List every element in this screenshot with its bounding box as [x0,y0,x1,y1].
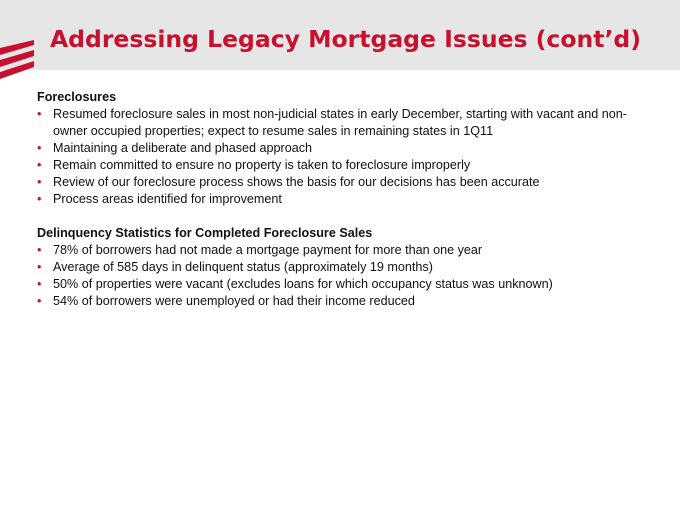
bullet-text: Average of 585 days in delinquent status (approximately 19 months) [53,260,433,274]
bullet-text: Remain committed to ensure no property is taken to foreclosure improperly [53,158,471,172]
bullet-item [37,242,647,259]
bullet-marker: • [37,243,42,257]
bullet-marker: • [37,107,42,121]
bullet-marker: • [37,294,42,308]
bullet-text: 54% of borrowers were unemployed or had their income reduced [53,294,415,308]
foreclosures-bullet-list [37,106,647,208]
bullet-text: Maintaining a deliberate and phased approach [53,141,313,155]
bullet-item [37,191,647,208]
bullet-item [37,293,647,310]
bullet-item [37,174,647,191]
bullet-marker: • [37,260,42,274]
bullet-text: 50% of properties were vacant (excludes loans for which occupancy status was unknown) [53,277,553,291]
flag-logo-icon [0,40,34,96]
bullet-text: Review of our foreclosure process shows the basis for our decisions has been accurate [53,175,540,189]
slide-content [37,89,647,310]
slide-title: Addressing Legacy Mortgage Issues (cont’d) [50,25,641,53]
bullet-marker: • [37,192,42,206]
bullet-item [37,259,647,276]
bullet-item [37,157,647,174]
section-spacer [37,208,647,225]
bullet-item [37,140,647,157]
bullet-marker: • [37,158,42,172]
section-heading-delinquency-statistics: Delinquency Statistics for Completed Foreclosure Sales [37,226,373,240]
bullet-text: Process areas identified for improvement [53,192,282,206]
bullet-item [37,276,647,293]
delinquency-bullet-list [37,242,647,310]
bullet-marker: • [37,175,42,189]
bullet-marker: • [37,277,42,291]
section-heading-foreclosures: Foreclosures [37,90,117,104]
bullet-text: Resumed foreclosure sales in most non-judicial states in early December, starting with vacant and non-owner occupied properties; expect to resume sales in remaining states in 1Q11 [53,107,627,138]
bullet-marker: • [37,141,42,155]
bullet-text: 78% of borrowers had not made a mortgage payment for more than one year [53,243,483,257]
bullet-item [37,106,647,140]
